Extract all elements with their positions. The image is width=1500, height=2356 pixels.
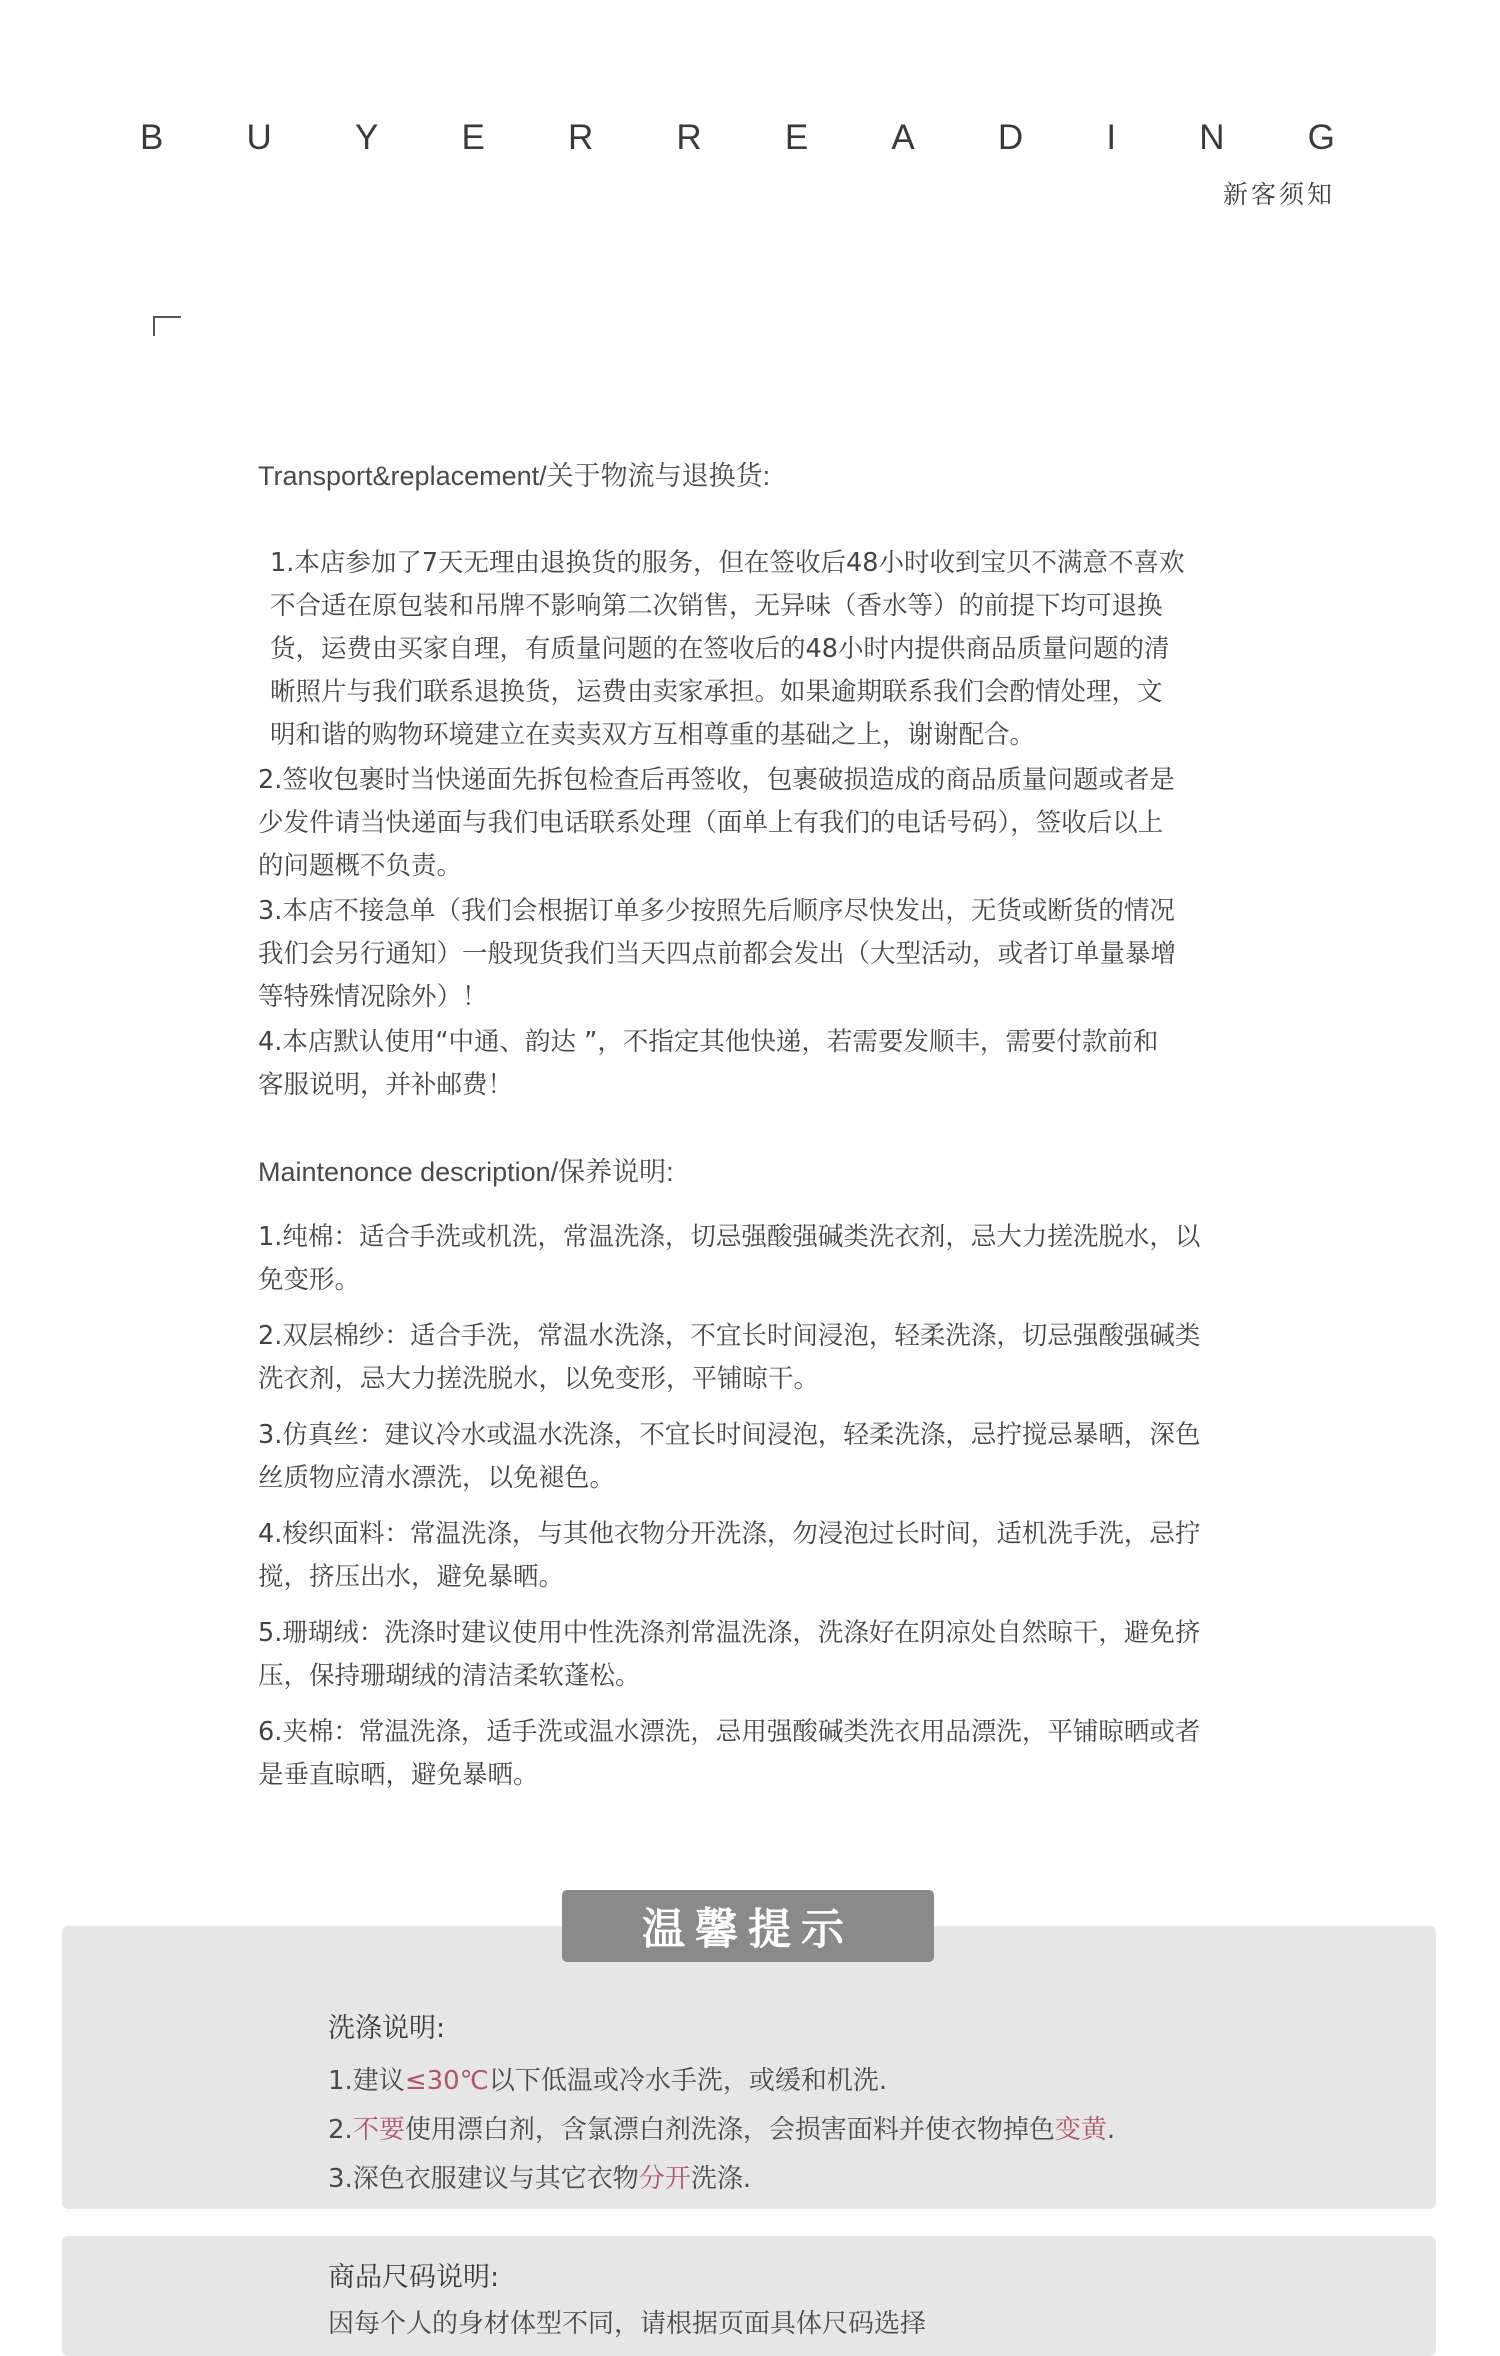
header-subtitle: 新客须知 <box>1222 180 1335 209</box>
header-letter: E <box>784 118 809 157</box>
transport-item-2 <box>258 759 1258 888</box>
text-line: 洗衣剂，忌大力搓洗脱水，以免变形，平铺晾干。 <box>258 1364 820 1394</box>
text-line: 3.仿真丝：建议冷水或温水洗涤，不宜长时间浸泡，轻柔洗涤，忌拧搅忌暴晒，深色 <box>258 1420 1201 1450</box>
size-instruction-line: 因每个人的身材体型不同，请根据页面具体尺码选择 <box>328 2309 927 2339</box>
washing-instruction-line <box>328 2155 1328 2204</box>
text-segment: 洗涤. <box>690 2164 752 2194</box>
maintenance-item-5 <box>258 1612 1258 1698</box>
header-letter: B <box>140 118 164 157</box>
text-line: 6.夹棉：常温洗涤，适手洗或温水漂洗，忌用强酸碱类洗衣用品漂洗，平铺晾晒或者 <box>258 1717 1201 1747</box>
text-line: 3.本店不接急单（我们会根据订单多少按照先后顺序尽快发出，无货或断货的情况 <box>258 896 1175 926</box>
text-line: 的问题概不负责。 <box>258 851 463 881</box>
main-content <box>258 455 1258 1810</box>
text-line: 明和谐的购物环境建立在卖卖双方互相尊重的基础之上，谢谢配合。 <box>270 720 1036 750</box>
corner-bracket-icon <box>153 316 181 336</box>
maintenance-item-1 <box>258 1216 1258 1302</box>
text-segment: 3.深色衣服建议与其它衣物 <box>328 2164 639 2194</box>
transport-section-title: Transport&replacement/关于物流与退换货: <box>258 461 771 491</box>
header-letter: R <box>676 118 702 157</box>
text-line: 不合适在原包装和吊牌不影响第二次销售，无异味（香水等）的前提下均可退换 <box>270 591 1163 621</box>
header-letter: N <box>1199 118 1225 157</box>
header-title-letters <box>140 118 1335 158</box>
maintenance-item-2 <box>258 1315 1258 1401</box>
text-line: 2.双层棉纱：适合手洗，常温水洗涤，不宜长时间浸泡，轻柔洗涤，切忌强酸强碱类 <box>258 1321 1201 1351</box>
header-letter: E <box>461 118 485 157</box>
text-line: 1.本店参加了7天无理由退换货的服务，但在签收后48小时收到宝贝不满意不喜欢 <box>270 548 1185 578</box>
text-line: 客服说明，并补邮费！ <box>258 1070 514 1100</box>
header-letter: D <box>997 118 1024 157</box>
text-line: 晰照片与我们联系退换货，运费由卖家承担。如果逾期联系我们会酌情处理，文 <box>270 677 1163 707</box>
header-letter: Y <box>354 118 379 157</box>
tips-content <box>328 2004 1328 2204</box>
text-segment: 以下低温或冷水手洗，或缓和机洗. <box>488 2066 888 2096</box>
washing-instruction-line <box>328 2057 1328 2106</box>
text-line: 货，运费由买家自理，有质量问题的在签收后的48小时内提供商品质量问题的清 <box>270 634 1170 664</box>
text-line: 等特殊情况除外）！ <box>258 982 488 1012</box>
transport-item-1 <box>258 542 1258 757</box>
text-line: 压，保持珊瑚绒的清洁柔软蓬松。 <box>258 1661 641 1691</box>
header-letter: A <box>891 118 915 157</box>
header-letter: U <box>246 118 272 157</box>
text-segment: 使用漂白剂，含氯漂白剂洗涤，会损害面料并使衣物掉色 <box>404 2115 1055 2145</box>
highlight-text: 分开 <box>638 2164 691 2194</box>
text-line: 5.珊瑚绒：洗涤时建议使用中性洗涤剂常温洗涤，洗涤好在阴凉处自然晾干，避免挤 <box>258 1618 1201 1648</box>
highlight-text: ≤30℃ <box>404 2066 489 2096</box>
washing-instruction-line <box>328 2106 1328 2155</box>
size-instructions-title: 商品尺码说明: <box>328 2262 500 2293</box>
header-letter: G <box>1307 118 1335 157</box>
maintenance-section-title: Maintenonce description/保养说明: <box>258 1157 674 1187</box>
highlight-text: 变黄 <box>1054 2115 1107 2145</box>
header-letter: R <box>567 118 594 157</box>
highlight-text: 不要 <box>352 2115 405 2145</box>
header-letter: I <box>1106 118 1117 157</box>
text-line: 搅，挤压出水，避免暴晒。 <box>258 1562 565 1592</box>
text-line: 4.梭织面料：常温洗涤，与其他衣物分开洗涤，勿浸泡过长时间，适机洗手洗，忌拧 <box>258 1519 1201 1549</box>
maintenance-item-3 <box>258 1414 1258 1500</box>
maintenance-item-4 <box>258 1513 1258 1599</box>
text-segment: 1.建议 <box>328 2066 405 2096</box>
transport-item-3 <box>258 890 1258 1019</box>
text-line: 2.签收包裹时当快递面先拆包检查后再签收，包裹破损造成的商品质量问题或者是 <box>258 765 1175 795</box>
washing-instructions-title: 洗涤说明: <box>328 2013 446 2044</box>
text-segment: 2. <box>328 2115 353 2145</box>
text-line: 4.本店默认使用“中通、韵达 ”，不指定其他快递，若需要发顺丰，需要付款前和 <box>258 1027 1159 1057</box>
text-line: 丝质物应清水漂洗，以免褪色。 <box>258 1463 616 1493</box>
text-segment: . <box>1106 2115 1116 2145</box>
text-line: 我们会另行通知）一般现货我们当天四点前都会发出（大型活动，或者订单量暴增 <box>258 939 1177 969</box>
text-line: 少发件请当快递面与我们电话联系处理（面单上有我们的电话号码），签收后以上 <box>258 808 1164 838</box>
text-line: 是垂直晾晒，避免暴晒。 <box>258 1760 539 1790</box>
transport-item-4 <box>258 1021 1258 1107</box>
maintenance-item-6 <box>258 1711 1258 1797</box>
text-line: 免变形。 <box>258 1265 361 1295</box>
tips-banner: 温馨提示 <box>562 1890 934 1962</box>
text-line: 1.纯棉：适合手洗或机洗，常温洗涤，切忌强酸强碱类洗衣剂，忌大力搓洗脱水，以 <box>258 1222 1201 1252</box>
